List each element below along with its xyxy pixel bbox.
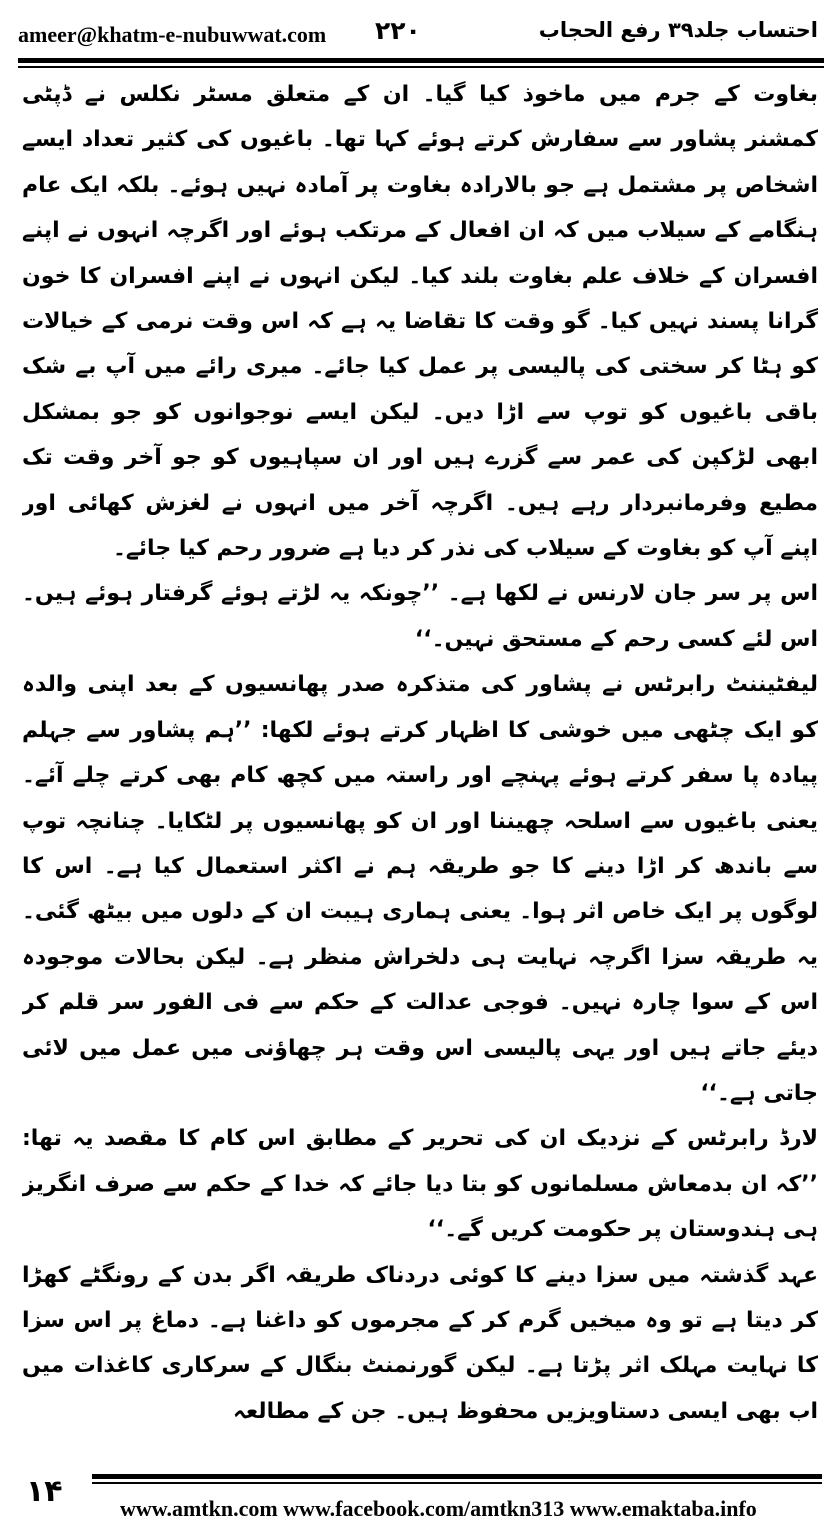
paragraph-roberts-purpose: لارڈ رابرٹس کے نزدیک ان کی تحریر کے مطابق اس کام کا مقصد یہ تھا: ’’کہ ان بدمعاش مسلمانوں کو بتا دیا جائے کہ خدا کے حکم سے صرف انگریز ہی ہندوستان پر حکومت کریں گے۔‘‘: [22, 1126, 818, 1243]
body-text: [22, 72, 818, 1460]
header-page-number: ۲۲۰: [375, 16, 421, 45]
footer-urls: www.amtkn.com www.facebook.com/amtkn313 www.emaktaba.info: [120, 1496, 757, 1521]
paragraph-branding: عہد گذشتہ میں سزا دینے کا کوئی دردناک طریقہ اگر بدن کے رونگٹے کھڑا کر دیتا ہے تو وہ میخیں گرم کر کے مجرموں کو داغنا ہے۔ دماغ پر اس سزا کا نہایت مہلک اثر پڑتا ہے۔ لیکن گورنمنٹ بنگال کے سرکاری کاغذات میں اب بھی ایسی دستاویزیں محفوظ ہیں۔ جن کے مطالعہ: [22, 1262, 818, 1424]
footer-page-number: ۱۴: [26, 1474, 63, 1509]
header-rule-thick: [18, 58, 824, 63]
paragraph-lawrence: اس پر سر جان لارنس نے لکھا ہے۔ ’’چونکہ یہ لڑتے ہوئے گرفتار ہوئے ہیں۔ اس لئے کسی رحم کے مستحق نہیں۔‘‘: [22, 581, 818, 652]
page-header: [0, 0, 840, 70]
paragraph-petition: بغاوت کے جرم میں ماخوذ کیا گیا۔ ان کے متعلق مسٹر نکلس نے ڈپٹی کمشنر پشاور سے سفارش کرتے ہوئے کہا تھا۔ باغیوں کی کثیر تعداد ایسے اشخاص پر مشتمل ہے جو بالارادہ بغاوت پر آمادہ نہیں ہوئے۔ بلکہ ایک عام ہنگامے کے سیلاب میں کہ ان افعال کے مرتکب ہوئے اور اگرچہ انہوں نے اپنے افسران کے خلاف علم بغاوت بلند کیا۔ لیکن انہوں نے اپنے افسران کا خون گرانا پسند نہیں کیا۔ گو وقت کا تقاضا یہ ہے کہ اس وقت نرمی کے خیالات کو ہٹا کر سختی کی پالیسی پر عمل کیا جائے۔ میری رائے میں آپ بے شک باقی باغیوں کو توپ سے اڑا دیں۔ لیکن ایسے نوجوانوں کو جو بمشکل ابھی لڑکپن کی عمر سے گزرے ہیں اور ان سپاہیوں کو جو آخر وقت تک مطیع وفرمانبردار رہے ہیں۔ اگرچہ آخر میں انہوں نے لغزش کھائی اور اپنے آپ کو بغاوت کے سیلاب کی نذر کر دیا ہے ضرور رحم کیا جائے۔: [22, 82, 818, 562]
header-email: ameer@khatm-e-nubuwwat.com: [18, 22, 327, 47]
paragraph-roberts-letter: لیفٹیننٹ رابرٹس نے پشاور کی متذکرہ صدر پھانسیوں کے بعد اپنی والدہ کو ایک چٹھی میں خوشی کا اظہار کرتے ہوئے لکھا: ’’ہم پشاور سے جہلم پیادہ پا سفر کرتے ہوئے پہنچے اور راستہ میں کچھ کام بھی کرتے چلے آئے۔ یعنی باغیوں سے اسلحہ چھیننا اور ان کو پھانسیوں پر لٹکایا۔ چنانچہ توپ سے باندھ کر اڑا دینے کا جو طریقہ ہم نے اکثر استعمال کیا ہے۔ اس کا لوگوں پر ایک خاص اثر ہوا۔ یعنی ہماری ہیبت ان کے دلوں میں بیٹھ گئی۔ یہ طریقہ سزا اگرچہ نہایت ہی دلخراش منظر ہے۔ لیکن بحالات موجودہ اس کے سوا چارہ نہیں۔ فوجی عدالت کے حکم سے فی الفور سر قلم کر دیئے جاتے ہیں اور یہی پالیسی اس وقت ہر چھاؤنی میں عمل میں لائی جاتی ہے۔‘‘: [22, 672, 818, 1106]
footer-rule-thick: [92, 1474, 822, 1479]
footer-rule-thin: [92, 1482, 822, 1484]
header-rule-thin: [18, 66, 824, 68]
page-footer: [0, 1460, 840, 1540]
header-book-title: احتساب جلد۳۹ رفع الحجاب: [538, 18, 818, 42]
